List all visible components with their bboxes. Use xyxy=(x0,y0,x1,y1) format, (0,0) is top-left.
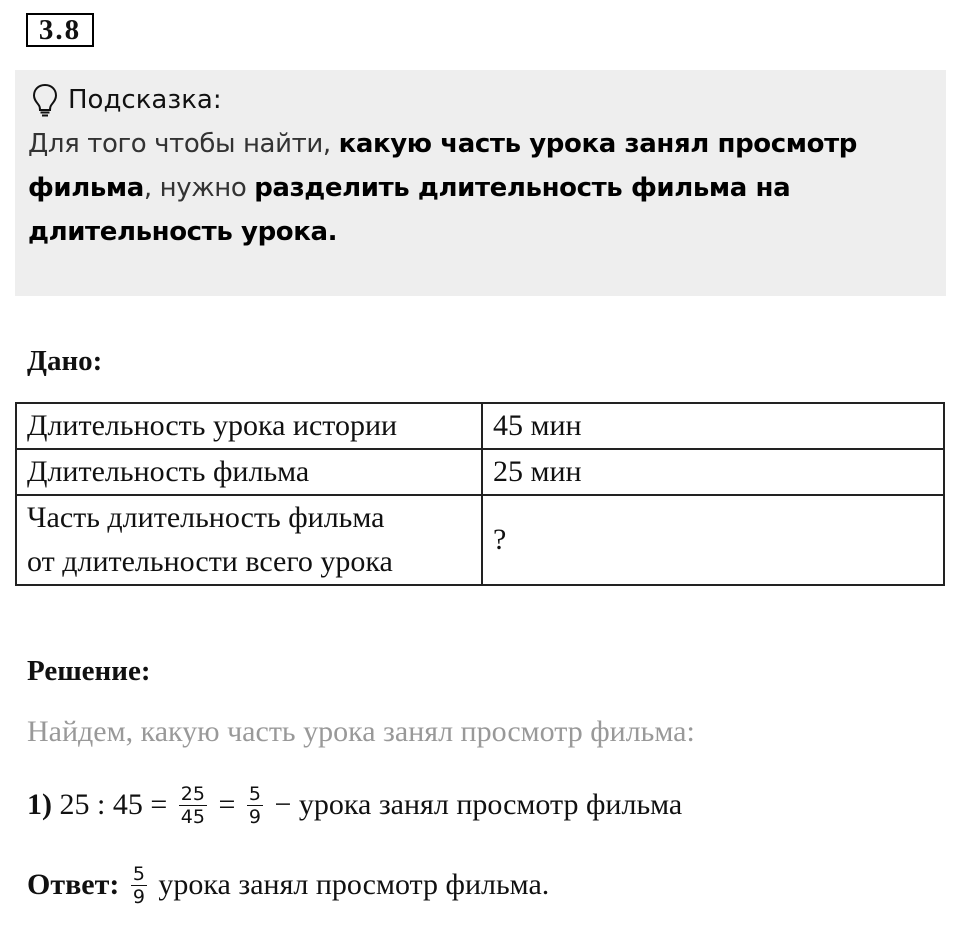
fraction-denominator: 45 xyxy=(180,805,205,828)
given-title: Дано: xyxy=(27,345,103,377)
fraction-numerator: 5 xyxy=(248,782,261,805)
step-number: 1) xyxy=(27,788,52,821)
equals-sign: = xyxy=(210,788,243,821)
hint-text-part2: , нужно xyxy=(143,173,255,203)
hint-header xyxy=(28,80,926,120)
hint-text-bold2: разделить длительность фильма на длительность урока. xyxy=(28,173,791,247)
given-label-line1: Часть длительность фильма xyxy=(27,501,385,534)
given-value: ? xyxy=(482,495,944,585)
given-table xyxy=(15,402,945,586)
answer-label: Ответ: xyxy=(27,868,120,901)
answer xyxy=(27,852,549,918)
given-value: 45 мин xyxy=(482,403,944,449)
fraction-denominator: 9 xyxy=(132,885,145,908)
fraction-5-9 xyxy=(247,783,263,828)
table-row xyxy=(16,495,944,585)
task-number: 3.8 xyxy=(26,13,94,47)
solution-step xyxy=(27,772,682,838)
hint-text-part1: Для того чтобы найти, xyxy=(28,129,339,159)
solution-title: Решение: xyxy=(27,655,151,687)
given-label: Длительность урока истории xyxy=(16,403,482,449)
hint-text xyxy=(28,122,926,254)
hint-title: Подсказка: xyxy=(68,85,222,115)
given-label xyxy=(16,495,482,585)
lightbulb-icon xyxy=(32,83,58,117)
given-label: Длительность фильма xyxy=(16,449,482,495)
given-label-line2: от длительности всего урока xyxy=(27,545,393,578)
step-tail: − урока занял просмотр фильма xyxy=(266,788,683,821)
answer-text: урока занял просмотр фильма. xyxy=(150,868,550,901)
given-value: 25 мин xyxy=(482,449,944,495)
fraction-25-45 xyxy=(179,783,207,828)
hint-box xyxy=(15,70,946,296)
solution-intro: Найдем, какую часть урока занял просмотр фильма: xyxy=(27,715,695,748)
fraction-numerator: 5 xyxy=(132,862,145,885)
table-row xyxy=(16,403,944,449)
answer-fraction xyxy=(131,863,147,908)
fraction-denominator: 9 xyxy=(248,805,261,828)
table-row xyxy=(16,449,944,495)
step-expression: 25 : 45 = xyxy=(52,788,175,821)
hint-text-bold1: какую часть урока занял просмотр фильма xyxy=(28,129,857,203)
fraction-numerator: 25 xyxy=(180,782,205,805)
